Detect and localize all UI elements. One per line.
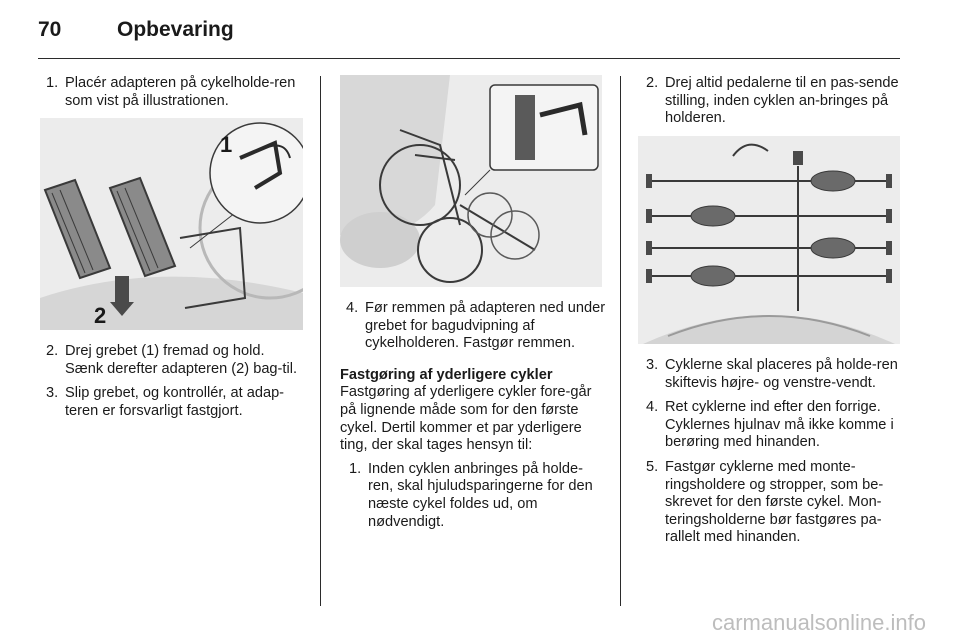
step-2-col3-text: Drej altid pedalerne til en pas-sende stilling, inden cyklen an-bringes på holderen. — [665, 75, 899, 127]
column-2-text — [340, 300, 608, 531]
column-3-text-top — [640, 75, 902, 128]
section-heading: Fastgøring af yderligere cykler — [340, 366, 553, 383]
sub-step-1-text: Inden cyklen anbringes på holde-ren, skal hjuludsparingerne for den næste cykel foldes ud, om nødvendigt. — [368, 460, 593, 530]
page-number: 70 — [38, 18, 62, 41]
step-2 — [40, 343, 305, 378]
column-divider-2 — [620, 76, 621, 606]
step-2-text: Drej grebet (1) fremad og hold. Sænk derefter adapteren (2) bag-til. — [65, 343, 298, 377]
column-1-text-bottom — [40, 343, 305, 420]
step-2-number: 2. — [46, 343, 59, 359]
header-rule — [38, 58, 900, 59]
step-4-col3-number: 4. — [646, 399, 659, 416]
step-5-col3 — [640, 459, 902, 547]
step-3-col3-text: Cyklerne skal placeres på holde-ren skiftevis højre- og venstre-vendt. — [665, 357, 898, 391]
step-4 — [340, 300, 608, 353]
page-title: Opbevaring — [117, 18, 234, 41]
bikes-top-view-illustration — [638, 136, 900, 344]
column-1-text-top — [40, 75, 305, 110]
step-1-number: 1. — [46, 75, 59, 91]
step-2-col3 — [640, 75, 902, 128]
step-5-col3-number: 5. — [646, 458, 659, 475]
bike-carrier-illustration — [340, 75, 602, 287]
step-5-col3-text: Fastgør cyklerne med monte-ringsholdere og stropper, som be-skrevet for den første cykel. Mon-teringsholderne bør fastgøres pa-rallelt med hinanden. — [665, 458, 884, 546]
sub-step-1 — [340, 461, 608, 531]
step-4-col3 — [640, 399, 902, 452]
step-4-text: Før remmen på adapteren ned under grebet for bagudvipning af cykelholderen. Fastgør remmen. — [365, 300, 606, 352]
step-2-col3-number: 2. — [646, 75, 659, 91]
step-3-col3 — [640, 357, 902, 392]
step-4-number: 4. — [346, 300, 359, 316]
step-3-text: Slip grebet, og kontrollér, at adap-teren er forsvarligt fastgjort. — [65, 385, 285, 419]
callout-2: 2 — [94, 303, 107, 328]
section-body: Fastgøring af yderligere cykler fore-går på lignende måde som for den første cykel. Dertil kommer et par yderligere ting, der skal tages hensyn til: — [340, 384, 592, 454]
step-3 — [40, 385, 305, 420]
callout-1: 1 — [220, 132, 233, 157]
adapter-illustration — [40, 118, 303, 330]
column-3-text-bottom — [640, 357, 902, 547]
step-4-col3-text: Ret cyklerne ind efter den forrige. Cyklernes hjulnav må ikke komme i berøring med hinanden. — [665, 399, 894, 451]
step-3-number: 3. — [46, 385, 59, 402]
column-divider-1 — [320, 76, 321, 606]
sub-step-1-number: 1. — [349, 460, 362, 477]
step-3-col3-number: 3. — [646, 357, 659, 373]
watermark: carmanualsonline.info — [711, 610, 926, 635]
step-1 — [40, 75, 305, 110]
step-1-text: Placér adapteren på cykelholde-ren som vist på illustrationen. — [65, 75, 296, 109]
